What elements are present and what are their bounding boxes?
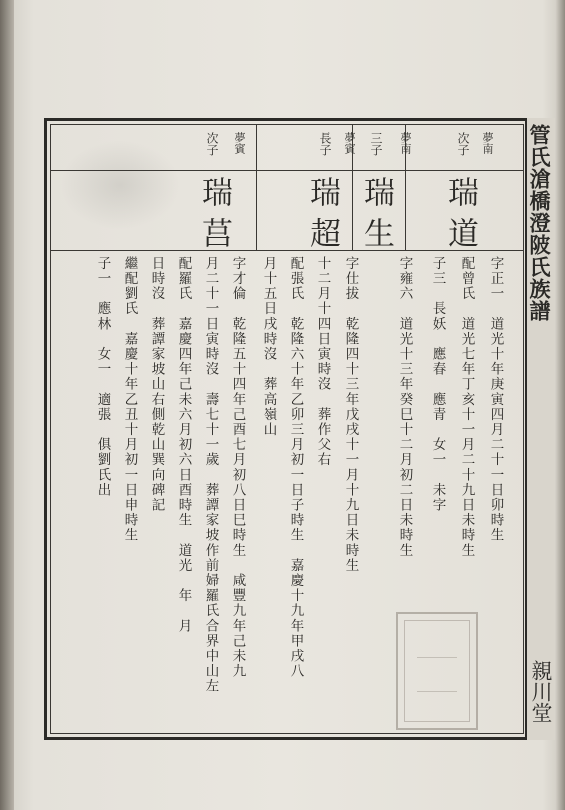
record-column: 十二月十四日寅時沒 葬作父右 bbox=[314, 256, 331, 468]
record-column: 繼配劉氏 嘉慶十年乙丑十月初一日申時生 bbox=[121, 256, 138, 543]
header-relation: 夢南 bbox=[399, 132, 412, 154]
header-col-line bbox=[256, 124, 257, 250]
header-son: 三子 bbox=[369, 132, 383, 156]
header-relation: 夢賓 bbox=[233, 132, 246, 154]
header-divider-top bbox=[50, 170, 524, 171]
book-title: 管氏滄橋澄陂氏族譜 bbox=[527, 124, 552, 322]
record-column: 字正一 道光十年庚寅四月二十一日卯時生 bbox=[487, 256, 504, 543]
header-relation: 夢賓 bbox=[343, 132, 356, 154]
hall-name: 親川堂 bbox=[529, 660, 553, 723]
book-spine bbox=[0, 0, 14, 810]
record-column: 日時沒 葬譚家坡山右側乾山巽向碑記 bbox=[148, 256, 165, 513]
header-son: 次子 bbox=[205, 132, 219, 156]
record-column: 月十五日戌時沒 葬高嶺山 bbox=[260, 256, 277, 438]
page-edge bbox=[555, 0, 565, 810]
record-column: 字仕拔 乾隆四十三年戊戌十一月十九日未時生 bbox=[342, 256, 359, 574]
person-name: 瑞莒 bbox=[196, 176, 232, 258]
record-column: 配張氏 乾隆六十年乙卯三月初一日子時生 嘉慶十九年甲戌八 bbox=[287, 256, 304, 679]
person-name: 瑞生 bbox=[358, 176, 394, 258]
header-relation: 夢南 bbox=[481, 132, 494, 154]
record-column: 字雍六 道光十三年癸巳十二月初二日未時生 bbox=[396, 256, 413, 558]
record-column: 子一 應林 女一 適張 俱劉氏出 bbox=[94, 256, 111, 498]
record-column: 配羅氏 嘉慶四年己未六月初六日酉時生 道光 年 月 bbox=[175, 256, 192, 634]
record-column: 月二十一日寅時沒 壽七十一歲 葬譚家坡作前婦羅氏合界中山左 bbox=[202, 256, 219, 694]
header-son: 長子 bbox=[318, 132, 332, 156]
library-seal bbox=[396, 612, 478, 730]
person-name: 瑞道 bbox=[442, 176, 478, 258]
record-column: 子三 長妖 應春 應青 女一 未字 bbox=[429, 256, 446, 513]
header-son: 次子 bbox=[456, 132, 470, 156]
record-column: 配曾氏 道光七年丁亥十一月二十九日未時生 bbox=[458, 256, 475, 558]
record-column: 字才倫 乾隆五十四年己酉七月初八日巳時生 咸豐九年己未九 bbox=[229, 256, 246, 679]
person-name: 瑞超 bbox=[304, 176, 340, 258]
